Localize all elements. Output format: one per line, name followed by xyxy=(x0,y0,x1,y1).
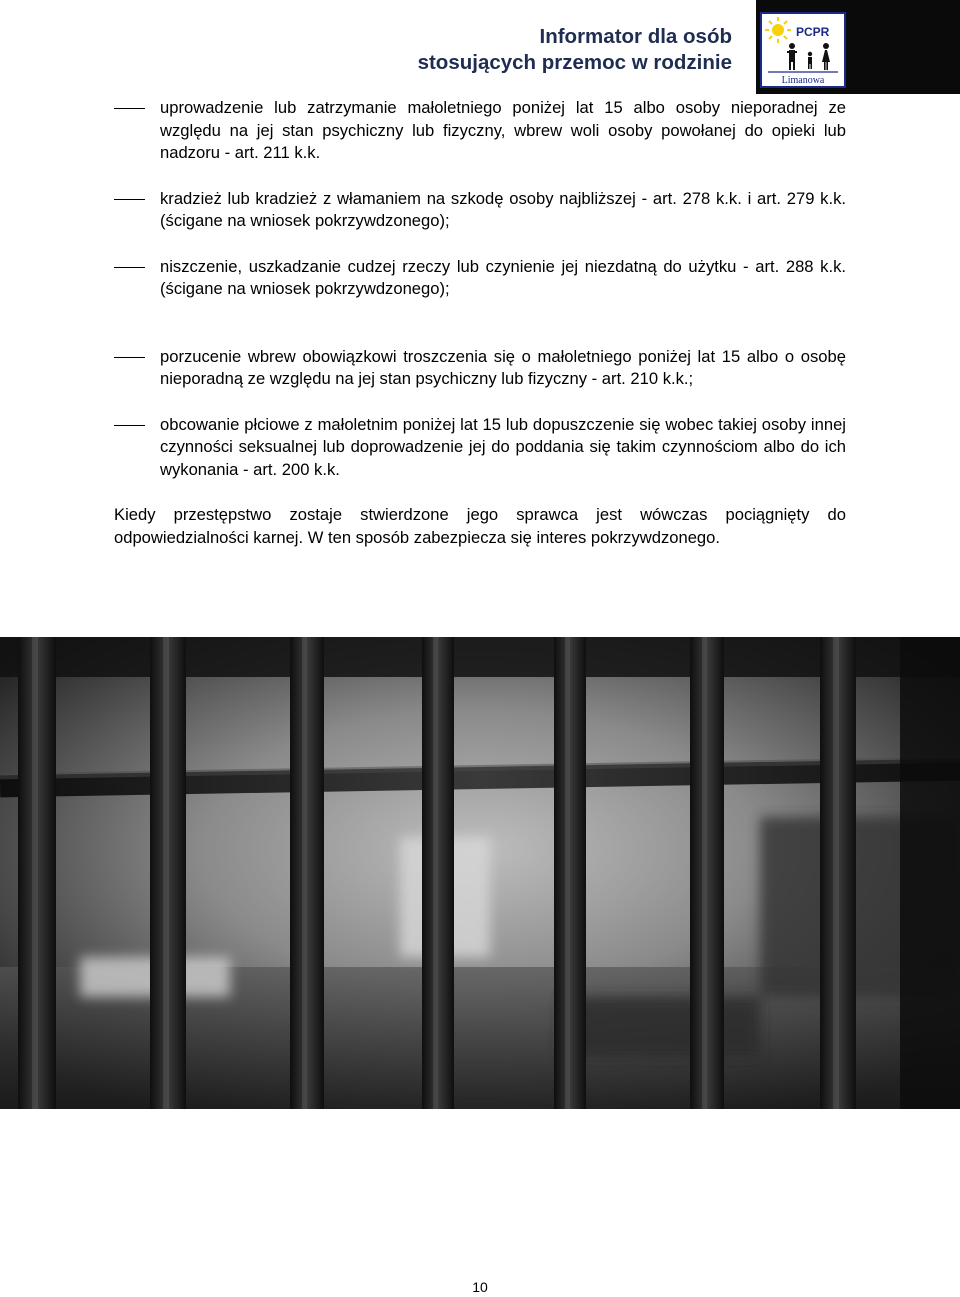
list-item-text: porzucenie wbrew obowiązkowi troszczenia się o małoletniego poniżej lat 15 albo o osobę nieporadną ze względu na jej stan psychiczny lub fizyczny - art. 210 k.k.; xyxy=(160,346,846,388)
title-line-1: Informator dla osób xyxy=(539,25,732,48)
list-item-text: uprowadzenie lub zatrzymanie małoletniego poniżej lat 15 albo osoby nieporadnej ze względu na jej stan psychiczny lub fizyczny, wbrew woli osoby powołanej do opieki lub nadzoru - art. 211 k.k. xyxy=(160,98,846,162)
list-item-text: kradzież lub kradzież z włamaniem na szkodę osoby najbliższej - art. 278 k.k. i art. 279 k.k. (ścigane na wniosek pokrzywdzonego); xyxy=(160,188,846,230)
sun-icon xyxy=(765,17,791,43)
pcpr-logo xyxy=(760,12,846,88)
prison-bars-photo xyxy=(0,637,960,1109)
pcpr-logo-graphic xyxy=(762,14,844,86)
list-item xyxy=(114,97,846,165)
page-number: 10 xyxy=(472,1279,488,1295)
list-item-text: obcowanie płciowe z małoletnim poniżej lat 15 lub dopuszczenie się wobec takiej osoby innej czynności seksualnej lub doprowadzenie jej do poddania się takim czynnościom albo do ich wykonania - art. 200 k.k. xyxy=(160,414,846,479)
logo-text-bottom: Limanowa xyxy=(781,75,825,86)
logo-text-top: PCPR xyxy=(796,25,830,39)
prison-bars-image xyxy=(0,637,960,1109)
document-title xyxy=(212,24,732,76)
page-content xyxy=(114,97,846,549)
list-item xyxy=(114,188,846,233)
list-item xyxy=(114,346,846,391)
list-item xyxy=(114,256,846,301)
summary-paragraph: Kiedy przestępstwo zostaje stwierdzone jego sprawca jest wówczas pociągnięty do odpowiedzialności karnej. W ten sposób zabezpiecza się interes pokrzywdzonego. xyxy=(114,505,846,547)
list-item xyxy=(114,414,846,482)
family-figures-icon xyxy=(787,43,830,70)
list-item-text: niszczenie, uszkadzanie cudzej rzeczy lub czynienie jej niezdatną do użytku - art. 288 k.k. (ścigane na wniosek pokrzywdzonego); xyxy=(160,256,846,298)
title-line-2: stosujących przemoc w rodzinie xyxy=(417,51,732,74)
